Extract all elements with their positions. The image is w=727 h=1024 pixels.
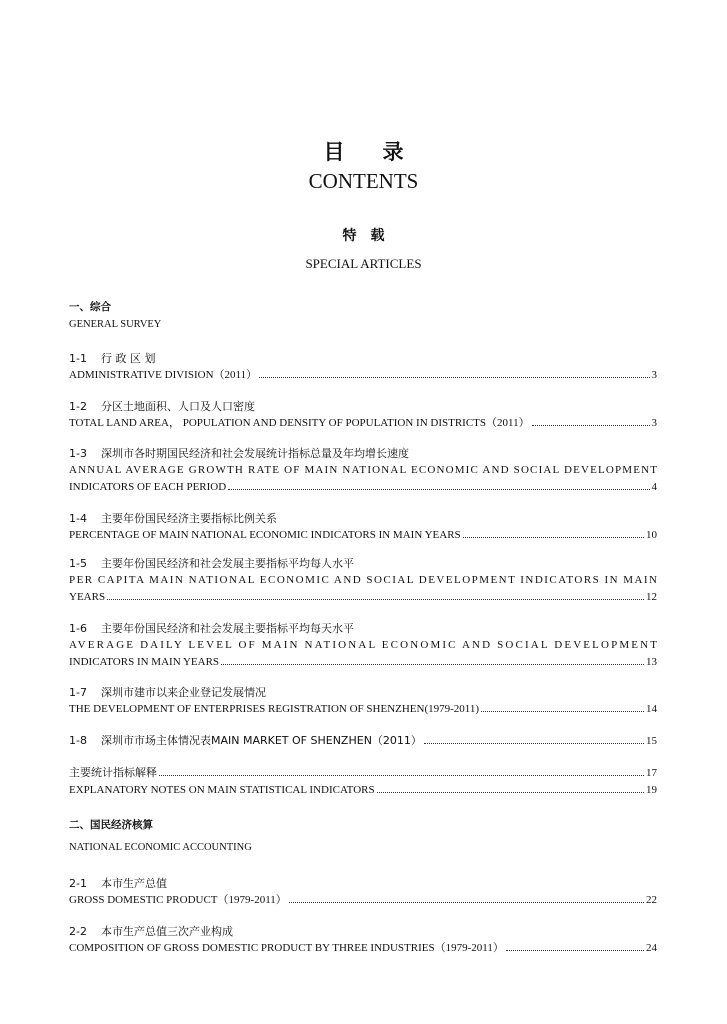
page-number: 3	[651, 369, 657, 381]
toc-entry[interactable]	[69, 556, 657, 605]
dot-leader	[107, 598, 644, 600]
toc-entry-cn: 1-4 主要年份国民经济主要指标比例关系	[69, 512, 277, 525]
toc-entry-single: 1-8 深圳市市场主体情况表MAIN MARKET OF SHENZHEN（2011） 15	[69, 733, 657, 750]
page-number: 12	[646, 590, 657, 603]
toc-entry-en-line1: PER CAPITA MAIN NATIONAL ECONOMIC AND SOCIAL DEVELOPMENT INDICATORS IN MAIN	[69, 574, 659, 586]
dot-leader	[481, 710, 644, 712]
section-heading-cn: 一、综合	[69, 301, 111, 313]
dot-leader	[289, 901, 644, 903]
toc-entry[interactable]	[69, 351, 657, 384]
dot-leader	[377, 791, 644, 793]
page-number: 13	[646, 655, 657, 668]
page-number: 22	[646, 894, 657, 906]
page-number: 4	[651, 480, 657, 493]
page-number: 17	[646, 767, 657, 779]
toc-entry-en: PERCENTAGE OF MAIN NATIONAL ECONOMIC INDICATORS IN MAIN YEARS 10	[69, 527, 657, 544]
toc-entry-en: TOTAL LAND AREA， POPULATION AND DENSITY OF POPULATION IN DISTRICTS（2011） 3	[69, 415, 657, 432]
toc-entry-cn: 2-2 本市生产总值三次产业构成	[69, 925, 233, 938]
toc-entry[interactable]	[69, 733, 657, 750]
toc-entry-en: INDICATORS IN MAIN YEARS 13	[69, 654, 657, 671]
toc-entry-en: ADMINISTRATIVE DIVISION（2011） 3	[69, 367, 657, 384]
special-articles-title-en: SPECIAL ARTICLES	[305, 256, 422, 271]
toc-entry-en: THE DEVELOPMENT OF ENTERPRISES REGISTRATION OF SHENZHEN(1979-2011) 14	[69, 701, 657, 718]
special-articles-title-cn: 特载	[342, 228, 399, 244]
toc-entry-en: INDICATORS OF EACH PERIOD 4	[69, 479, 657, 496]
toc-entry-cn: 1-3 深圳市各时期国民经济和社会发展统计指标总量及年均增长速度	[69, 447, 409, 460]
contents-title-en: CONTENTS	[308, 169, 419, 193]
page-number: 14	[646, 703, 657, 715]
toc-entry-cn: 2-1 本市生产总值	[69, 877, 167, 890]
dot-leader	[463, 536, 644, 538]
dot-leader	[159, 774, 644, 776]
section-heading-cn: 二、国民经济核算	[69, 819, 153, 831]
toc-entry[interactable]	[69, 511, 657, 544]
toc-entry-single: 主要统计指标解释 17	[69, 765, 657, 782]
dot-leader	[228, 488, 649, 490]
dot-leader	[221, 663, 644, 665]
toc-entry[interactable]	[69, 876, 657, 909]
section-heading-en: NATIONAL ECONOMIC ACCOUNTING	[69, 842, 252, 853]
page-number: 24	[646, 942, 657, 954]
page-number: 19	[646, 783, 657, 796]
toc-entry-cn: 1-5 主要年份国民经济和社会发展主要指标平均每人水平	[69, 557, 354, 570]
toc-entry[interactable]	[69, 685, 657, 718]
toc-entry[interactable]	[69, 621, 660, 670]
contents-title-cn: 目录	[323, 140, 442, 164]
toc-entry[interactable]	[69, 924, 657, 957]
toc-entry-en: YEARS 12	[69, 589, 657, 606]
toc-entry-en-line1: ANNUAL AVERAGE GROWTH RATE OF MAIN NATIONAL ECONOMIC AND SOCIAL DEVELOPMENT	[69, 464, 659, 476]
toc-entry[interactable]	[69, 446, 657, 495]
toc-entry-en: GROSS DOMESTIC PRODUCT（1979-2011） 22	[69, 892, 657, 909]
page-number: 3	[651, 417, 657, 429]
dot-leader	[424, 742, 644, 744]
toc-entry[interactable]	[69, 765, 657, 798]
dot-leader	[259, 376, 649, 378]
toc-entry-en: COMPOSITION OF GROSS DOMESTIC PRODUCT BY THREE INDUSTRIES（1979-2011） 24	[69, 940, 657, 957]
dot-leader	[506, 949, 644, 951]
dot-leader	[532, 424, 650, 426]
toc-entry-cn: 1-1 行 政 区 划	[69, 352, 156, 365]
page-number: 15	[646, 735, 657, 747]
toc-entry[interactable]	[69, 399, 657, 432]
toc-entry-en-line1: AVERAGE DAILY LEVEL OF MAIN NATIONAL ECONOMIC AND SOCIAL DEVELOPMENT	[69, 639, 660, 651]
toc-entry-cn: 1-7 深圳市建市以来企业登记发展情况	[69, 686, 266, 699]
toc-entry-en: EXPLANATORY NOTES ON MAIN STATISTICAL INDICATORS 19	[69, 782, 657, 799]
section-heading-en: GENERAL SURVEY	[69, 319, 162, 330]
toc-entry-cn: 1-6 主要年份国民经济和社会发展主要指标平均每天水平	[69, 622, 354, 635]
page-number: 10	[646, 529, 657, 541]
toc-entry-cn: 1-2 分区土地面积、人口及人口密度	[69, 400, 255, 413]
